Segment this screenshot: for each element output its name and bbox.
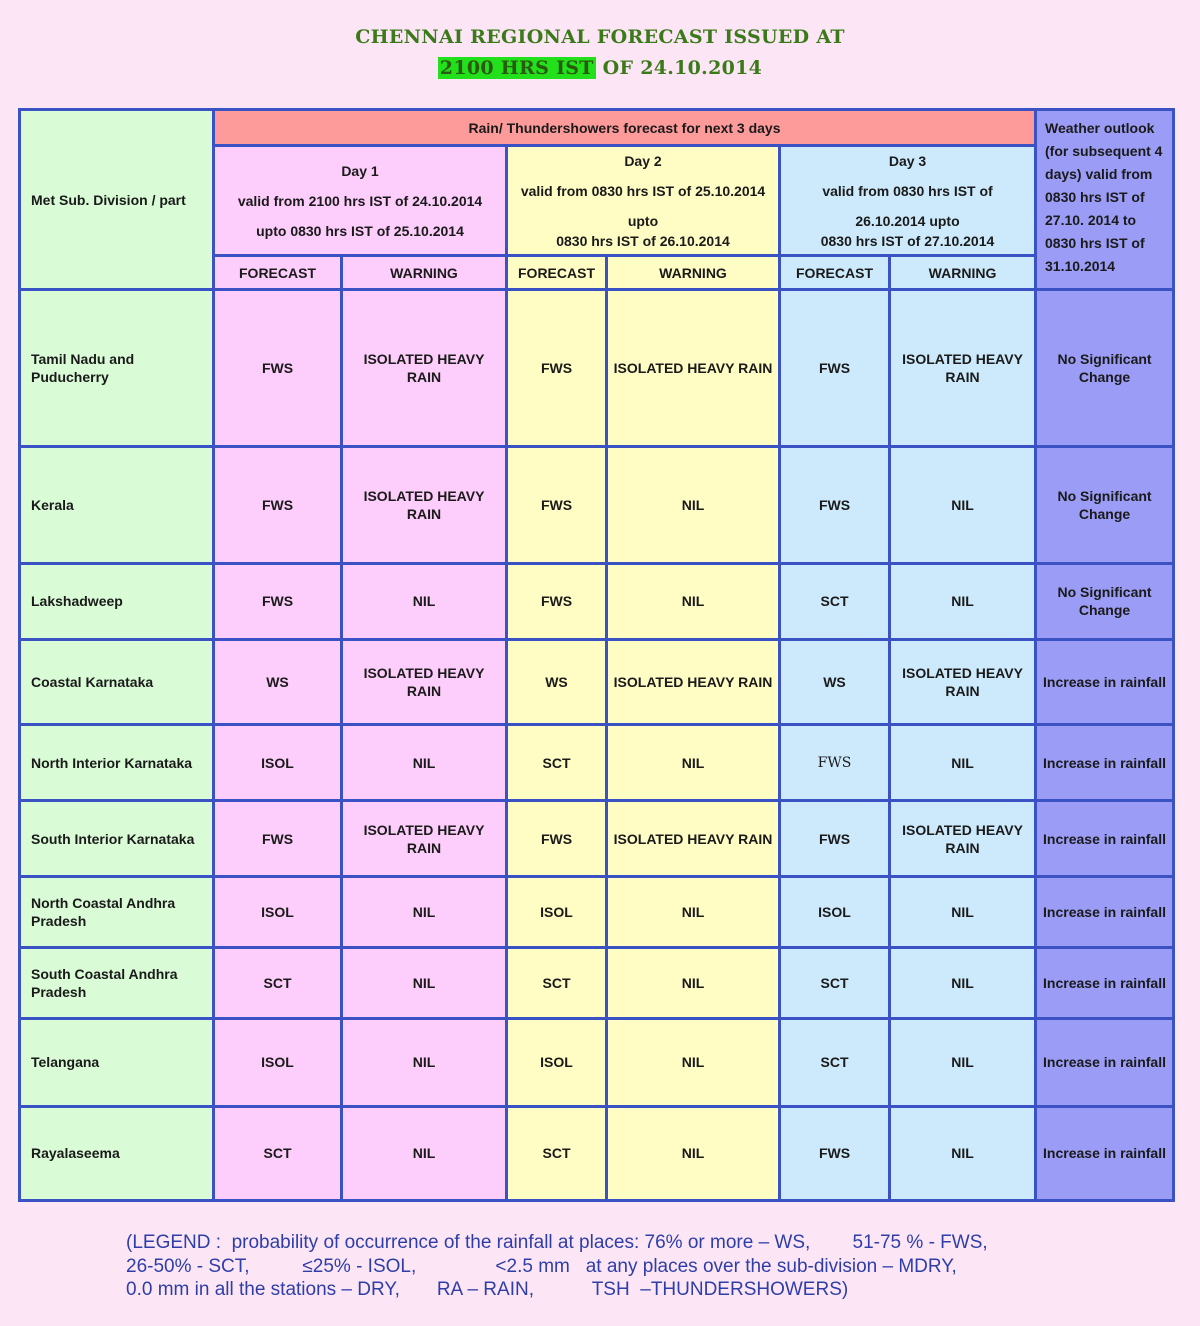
title-time-highlight: 2100 HRS IST bbox=[439, 57, 594, 79]
day1-forecast: ISOL bbox=[214, 877, 342, 948]
day2-warning: NIL bbox=[607, 948, 780, 1018]
day3-forecast: FWS bbox=[780, 447, 890, 563]
division-name: Tamil Nadu and Puducherry bbox=[20, 290, 214, 447]
day1-forecast: ISOL bbox=[214, 724, 342, 800]
day3-warning: NIL bbox=[890, 1018, 1036, 1106]
day1-title: Day 1 bbox=[341, 162, 379, 179]
day2-forecast-header: FORECAST bbox=[507, 256, 607, 290]
day2-forecast: FWS bbox=[507, 290, 607, 447]
day3-forecast: FWS bbox=[780, 1106, 890, 1200]
day2-warning: ISOLATED HEAVY RAIN bbox=[607, 801, 780, 877]
division-name: Telangana bbox=[20, 1018, 214, 1106]
table-row bbox=[20, 1106, 1174, 1200]
outlook: Increase in rainfall bbox=[1036, 1106, 1174, 1200]
table-row bbox=[20, 1018, 1174, 1106]
day3-warning: NIL bbox=[890, 447, 1036, 563]
table-row bbox=[20, 801, 1174, 877]
outlook: No Significant Change bbox=[1036, 563, 1174, 639]
outlook-header-line: 31.10.2014 bbox=[1045, 258, 1116, 274]
day2-forecast: SCT bbox=[507, 948, 607, 1018]
day3-forecast: SCT bbox=[780, 948, 890, 1018]
table-row bbox=[20, 724, 1174, 800]
table-row bbox=[20, 948, 1174, 1018]
outlook-header-line: days) valid from bbox=[1045, 166, 1153, 182]
met-subdivision-header: Met Sub. Division / part bbox=[20, 110, 214, 290]
day1-forecast: FWS bbox=[214, 447, 342, 563]
day2-forecast: ISOL bbox=[507, 877, 607, 948]
outlook: Increase in rainfall bbox=[1036, 1018, 1174, 1106]
legend-line-1: (LEGEND : probability of occurrence of the rainfall at places: 76% or more – WS, 51-75 % - FWS, bbox=[126, 1232, 988, 1253]
day1-warning: NIL bbox=[342, 563, 507, 639]
day3-title: Day 3 bbox=[888, 152, 927, 169]
legend-line-3: 0.0 mm in all the stations – DRY, RA – RAIN, TSH –THUNDERSHOWERS) bbox=[126, 1279, 849, 1300]
day2-warning: NIL bbox=[607, 1018, 780, 1106]
day3-forecast: FWS bbox=[780, 724, 890, 800]
forecast-table bbox=[18, 108, 1175, 1202]
division-name: Rayalaseema bbox=[20, 1106, 214, 1200]
day3-forecast: SCT bbox=[780, 1018, 890, 1106]
day1-valid-from: valid from 2100 hrs IST of 24.10.2014 bbox=[237, 192, 483, 209]
day1-forecast: SCT bbox=[214, 948, 342, 1018]
page-title bbox=[0, 22, 1200, 84]
day2-warning: NIL bbox=[607, 563, 780, 639]
outlook-header-line: 0830 hrs IST of bbox=[1045, 189, 1145, 205]
day1-forecast: FWS bbox=[214, 290, 342, 447]
legend bbox=[126, 1231, 1086, 1302]
legend-line-2: 26-50% - SCT, ≤25% - ISOL, <2.5 mm at any places over the sub-division – MDRY, bbox=[126, 1255, 957, 1277]
day3-valid-to: 0830 hrs IST of 27.10.2014 bbox=[820, 232, 995, 249]
day1-forecast-header: FORECAST bbox=[214, 256, 342, 290]
day2-warning: NIL bbox=[607, 1106, 780, 1200]
day3-forecast: FWS bbox=[780, 290, 890, 447]
day1-warning: ISOLATED HEAVY RAIN bbox=[342, 639, 507, 724]
outlook: Increase in rainfall bbox=[1036, 948, 1174, 1018]
outlook: No Significant Change bbox=[1036, 290, 1174, 447]
day3-warning: NIL bbox=[890, 724, 1036, 800]
division-name: Coastal Karnataka bbox=[20, 639, 214, 724]
day2-warning: NIL bbox=[607, 447, 780, 563]
outlook-header-line: 27.10. 2014 to bbox=[1045, 212, 1137, 228]
day2-warning: NIL bbox=[607, 877, 780, 948]
day2-warning: NIL bbox=[607, 724, 780, 800]
day1-warning: ISOLATED HEAVY RAIN bbox=[342, 447, 507, 563]
table-row bbox=[20, 447, 1174, 563]
day2-warning: ISOLATED HEAVY RAIN bbox=[607, 639, 780, 724]
day1-valid-to: upto 0830 hrs IST of 25.10.2014 bbox=[256, 222, 464, 239]
outlook-header-line: Weather outlook bbox=[1045, 120, 1155, 136]
day1-warning: NIL bbox=[342, 1018, 507, 1106]
rain-forecast-header: Rain/ Thundershowers forecast for next 3 days bbox=[214, 110, 1036, 146]
day3-forecast: FWS bbox=[780, 801, 890, 877]
table-row bbox=[20, 563, 1174, 639]
day3-warning: NIL bbox=[890, 563, 1036, 639]
day3-warning: NIL bbox=[890, 877, 1036, 948]
day2-forecast: FWS bbox=[507, 447, 607, 563]
day1-forecast: SCT bbox=[214, 1106, 342, 1200]
table-row bbox=[20, 290, 1174, 447]
day3-valid-from: valid from 0830 hrs IST of bbox=[822, 182, 993, 199]
day3-warning: ISOLATED HEAVY RAIN bbox=[890, 639, 1036, 724]
day1-forecast: FWS bbox=[214, 563, 342, 639]
day2-warning-header: WARNING bbox=[607, 256, 780, 290]
outlook: Increase in rainfall bbox=[1036, 724, 1174, 800]
day2-forecast: WS bbox=[507, 639, 607, 724]
day2-forecast: FWS bbox=[507, 563, 607, 639]
outlook-header-line: (for subsequent 4 bbox=[1045, 143, 1163, 159]
division-name: South Interior Karnataka bbox=[20, 801, 214, 877]
day1-forecast: ISOL bbox=[214, 1018, 342, 1106]
day2-warning: ISOLATED HEAVY RAIN bbox=[607, 290, 780, 447]
day2-valid-to: 0830 hrs IST of 26.10.2014 bbox=[556, 232, 730, 249]
day2-forecast: FWS bbox=[507, 801, 607, 877]
day3-header bbox=[780, 146, 1036, 256]
day2-forecast: ISOL bbox=[507, 1018, 607, 1106]
day1-warning: NIL bbox=[342, 1106, 507, 1200]
day3-forecast: WS bbox=[780, 639, 890, 724]
day3-warning: NIL bbox=[890, 948, 1036, 1018]
table-row bbox=[20, 639, 1174, 724]
outlook: No Significant Change bbox=[1036, 447, 1174, 563]
day1-warning: ISOLATED HEAVY RAIN bbox=[342, 801, 507, 877]
day2-valid-from: valid from 0830 hrs IST of 25.10.2014 bbox=[520, 182, 766, 199]
division-name: Lakshadweep bbox=[20, 563, 214, 639]
outlook: Increase in rainfall bbox=[1036, 801, 1174, 877]
table-row bbox=[20, 877, 1174, 948]
day2-header bbox=[507, 146, 780, 256]
day1-header bbox=[214, 146, 507, 256]
division-name: Kerala bbox=[20, 447, 214, 563]
outlook-header-line: 0830 hrs IST of bbox=[1045, 235, 1145, 251]
division-name: North Coastal Andhra Pradesh bbox=[20, 877, 214, 948]
outlook: Increase in rainfall bbox=[1036, 639, 1174, 724]
day3-warning-header: WARNING bbox=[890, 256, 1036, 290]
day1-forecast: WS bbox=[214, 639, 342, 724]
day3-warning: ISOLATED HEAVY RAIN bbox=[890, 290, 1036, 447]
title-line-1: CHENNAI REGIONAL FORECAST ISSUED AT bbox=[355, 26, 845, 48]
day3-warning: ISOLATED HEAVY RAIN bbox=[890, 801, 1036, 877]
day1-forecast: FWS bbox=[214, 801, 342, 877]
day3-valid-mid: 26.10.2014 upto bbox=[855, 212, 960, 229]
day1-warning-header: WARNING bbox=[342, 256, 507, 290]
day3-forecast-header: FORECAST bbox=[780, 256, 890, 290]
outlook: Increase in rainfall bbox=[1036, 877, 1174, 948]
day1-warning: NIL bbox=[342, 877, 507, 948]
weather-outlook-header bbox=[1036, 110, 1174, 290]
day1-warning: NIL bbox=[342, 724, 507, 800]
day2-forecast: SCT bbox=[507, 1106, 607, 1200]
division-name: South Coastal Andhra Pradesh bbox=[20, 948, 214, 1018]
division-name: North Interior Karnataka bbox=[20, 724, 214, 800]
title-date: OF 24.10.2014 bbox=[595, 57, 763, 79]
day3-forecast: ISOL bbox=[780, 877, 890, 948]
day3-forecast: SCT bbox=[780, 563, 890, 639]
day2-title: Day 2 bbox=[624, 152, 662, 169]
day1-warning: ISOLATED HEAVY RAIN bbox=[342, 290, 507, 447]
day1-warning: NIL bbox=[342, 948, 507, 1018]
day2-upto: upto bbox=[627, 212, 659, 229]
day2-forecast: SCT bbox=[507, 724, 607, 800]
day3-warning: NIL bbox=[890, 1106, 1036, 1200]
title-line-2 bbox=[0, 53, 1200, 84]
